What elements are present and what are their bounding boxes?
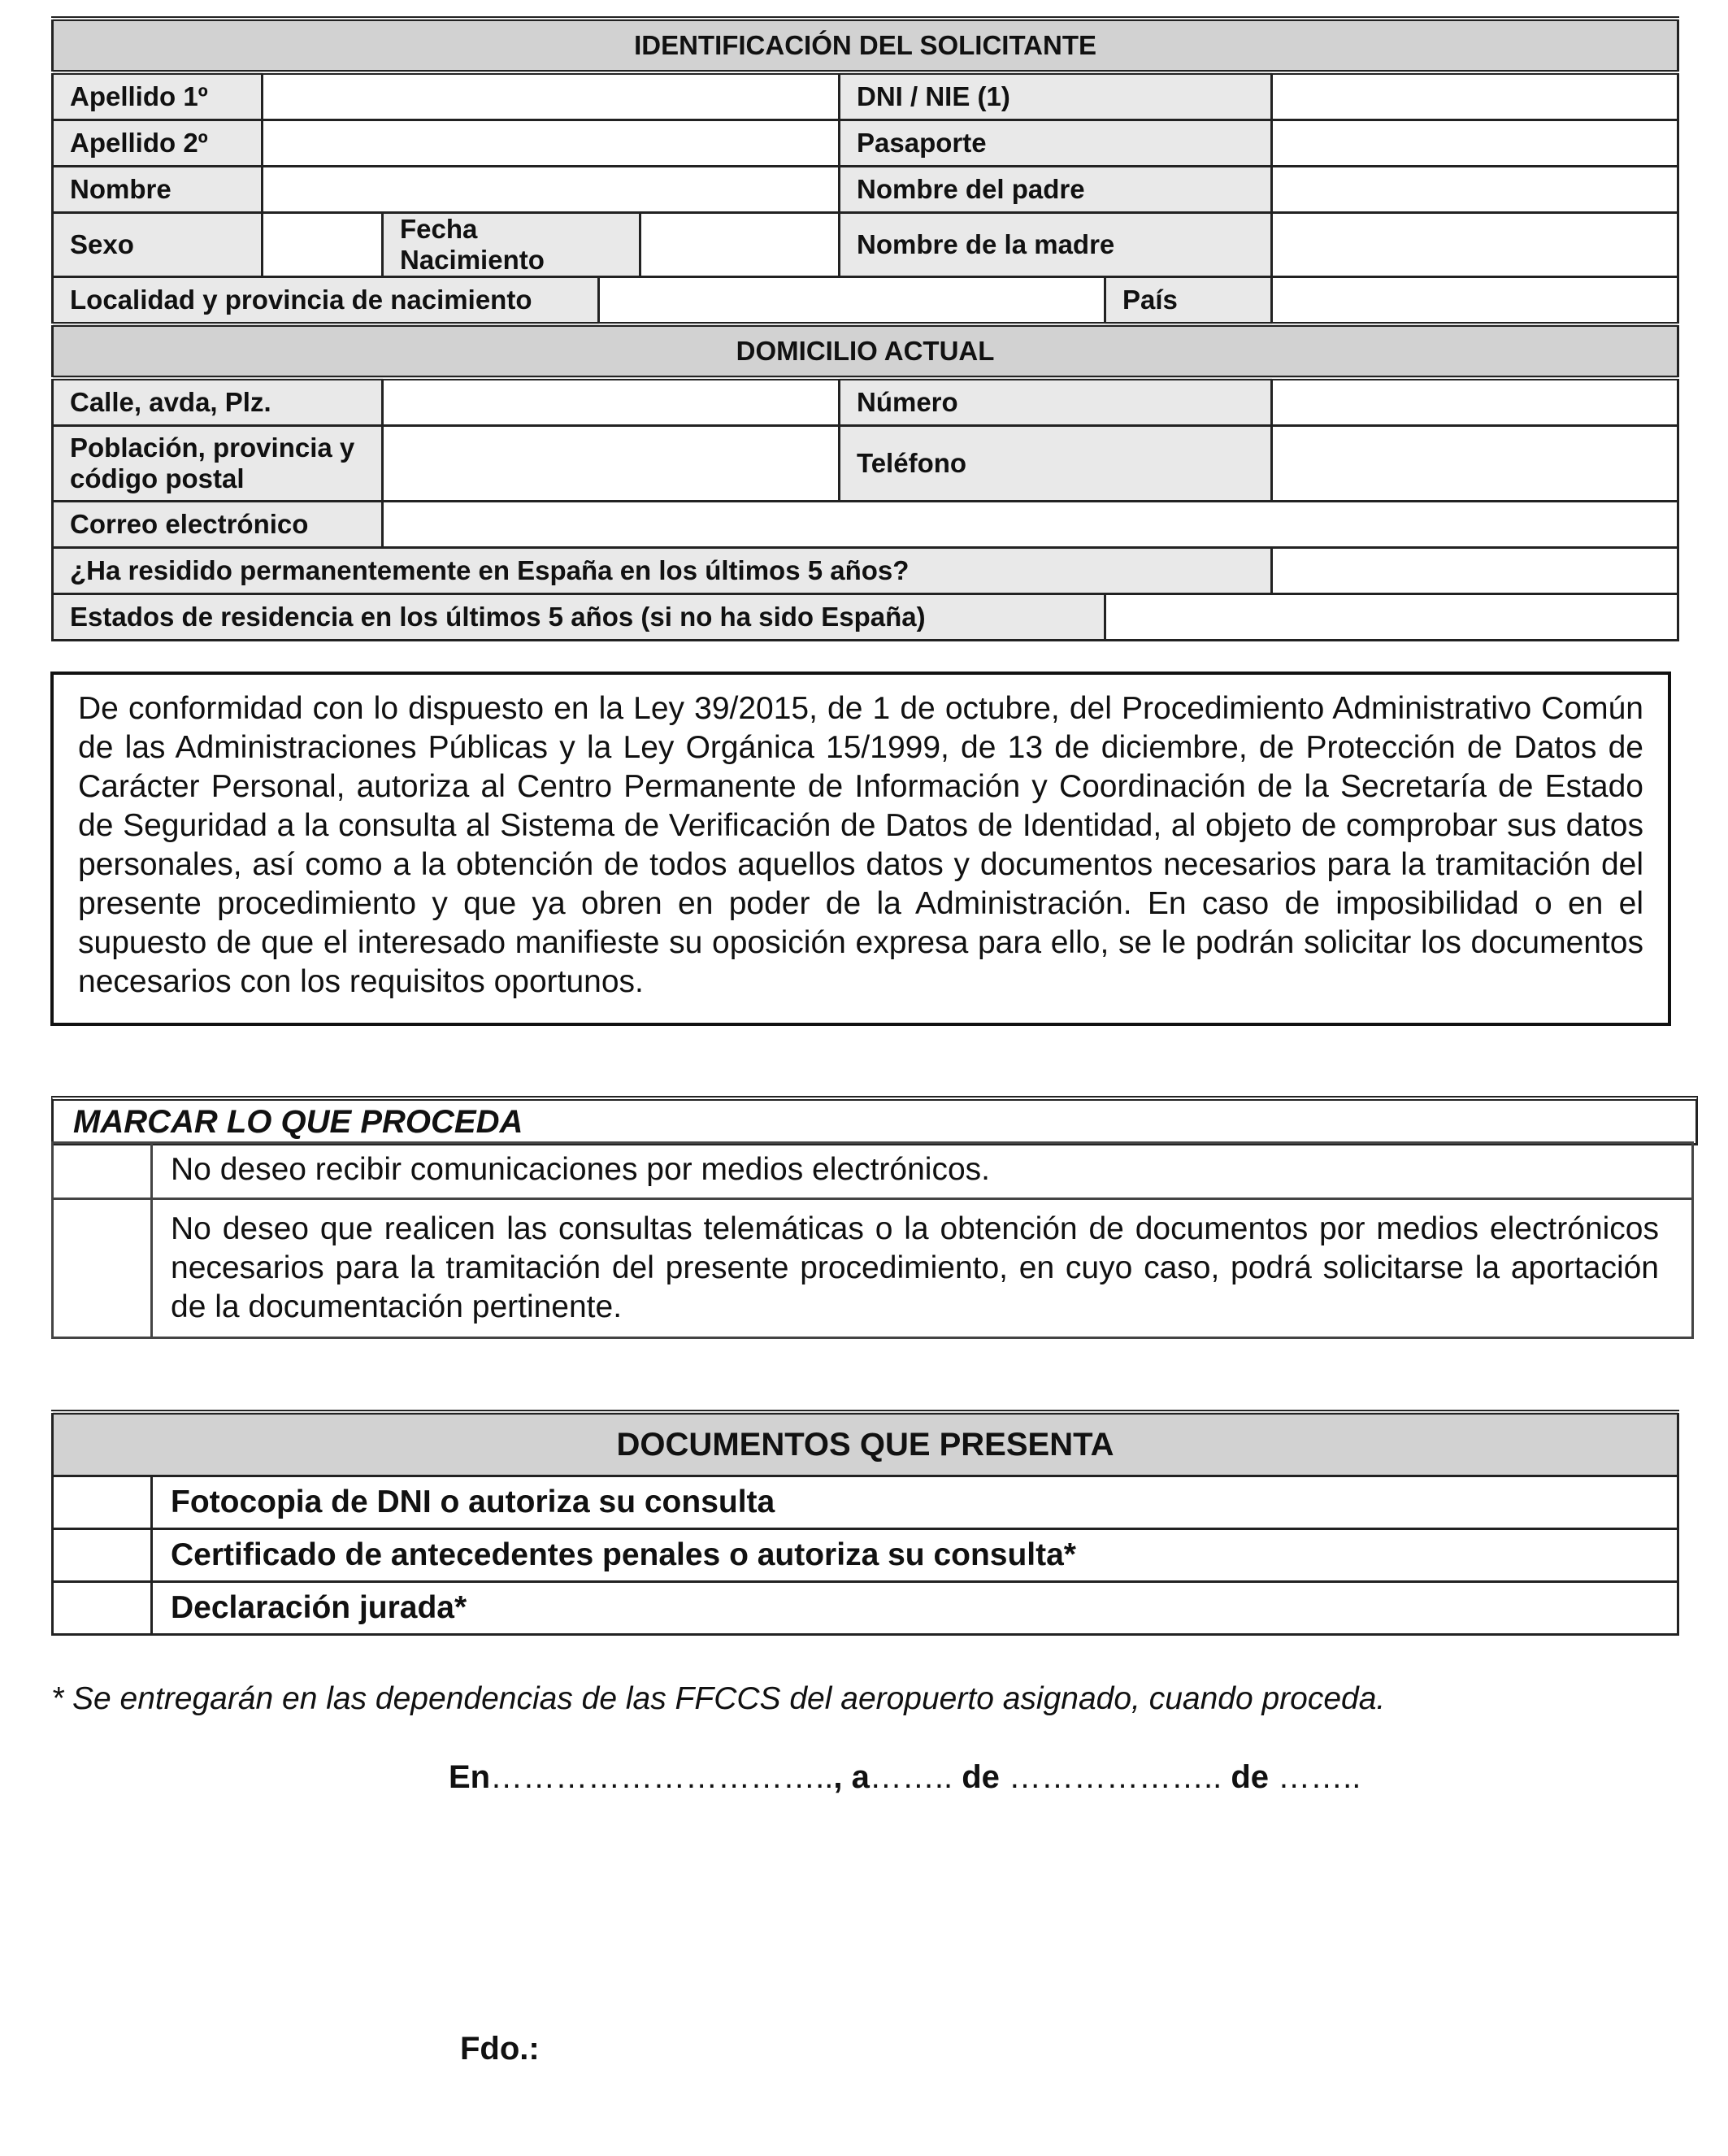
checkbox-doc-antecedentes[interactable] bbox=[53, 1529, 152, 1582]
label-poblacion bbox=[53, 426, 383, 502]
en-label: En bbox=[449, 1759, 491, 1795]
doc-declaracion: Declaración jurada* bbox=[152, 1582, 1678, 1635]
label-nombre: Nombre bbox=[53, 167, 263, 213]
place-blank[interactable]: ………………………….. bbox=[490, 1759, 834, 1795]
field-correo[interactable] bbox=[383, 502, 1678, 548]
label-poblacion-line2: código postal bbox=[70, 463, 245, 493]
footnote: * Se entregarán en las dependencias de las FFCCS del aeropuerto asignado, cuando proceda. bbox=[51, 1681, 1386, 1716]
label-apellido1: Apellido 1º bbox=[53, 72, 263, 120]
label-nombre-padre: Nombre del padre bbox=[840, 167, 1272, 213]
field-apellido2[interactable] bbox=[263, 120, 840, 167]
field-nombre-madre[interactable] bbox=[1272, 213, 1678, 277]
label-apellido2: Apellido 2º bbox=[53, 120, 263, 167]
field-fecha-nacimiento[interactable] bbox=[640, 213, 840, 277]
checkbox-doc-declaracion[interactable] bbox=[53, 1582, 152, 1635]
checkbox-doc-dni[interactable] bbox=[53, 1476, 152, 1529]
label-poblacion-line1: Población, provincia y bbox=[70, 433, 355, 463]
field-numero[interactable] bbox=[1272, 378, 1678, 426]
label-nombre-madre: Nombre de la madre bbox=[840, 213, 1272, 277]
field-nombre[interactable] bbox=[263, 167, 840, 213]
field-pais[interactable] bbox=[1272, 277, 1678, 325]
label-localidad: Localidad y provincia de nacimiento bbox=[53, 277, 599, 325]
label-sexo: Sexo bbox=[53, 213, 263, 277]
label-telefono: Teléfono bbox=[840, 426, 1272, 502]
section-header-marcar: MARCAR LO QUE PROCEDA bbox=[51, 1096, 1698, 1145]
field-residido[interactable] bbox=[1272, 548, 1678, 594]
marcar-table bbox=[51, 1141, 1694, 1339]
field-calle[interactable] bbox=[383, 378, 840, 426]
label-pasaporte: Pasaporte bbox=[840, 120, 1272, 167]
field-pasaporte[interactable] bbox=[1272, 120, 1678, 167]
consent-box: De conformidad con lo dispuesto en la Ley 39/2015, de 1 de octubre, del Procedimiento Administrativo Común de las Administraciones Públicas y la Ley Orgánica 15/1999, de 13 de diciembre, de Protección de Datos de Carácter Personal, autoriza al Centro Permanente de Información y Coordinación de la Secretaría de Estado de Seguridad a la consulta al Sistema de Verificación de Datos de Identidad, al objeto de comprobar sus datos personales, así como a la obtención de todos aquellos datos y documentos necesarios para la tramitación del presente procedimiento y que ya obren en poder de la Administración. En caso de imposibilidad o en el supuesto de que el interesado manifieste su oposición expresa para ello, se le podrán solicitar los documentos necesarios con los requisitos oportunos. bbox=[50, 672, 1671, 1026]
label-pais: País bbox=[1105, 277, 1272, 325]
de-label-2: de bbox=[1231, 1759, 1279, 1795]
field-poblacion[interactable] bbox=[383, 426, 840, 502]
section-header-documentos: DOCUMENTOS QUE PRESENTA bbox=[53, 1412, 1678, 1476]
label-numero: Número bbox=[840, 378, 1272, 426]
field-telefono[interactable] bbox=[1272, 426, 1678, 502]
day-blank[interactable]: …….. bbox=[869, 1759, 962, 1795]
field-localidad[interactable] bbox=[599, 277, 1105, 325]
signature-label: Fdo.: bbox=[460, 2031, 540, 2067]
field-nombre-padre[interactable] bbox=[1272, 167, 1678, 213]
field-sexo[interactable] bbox=[263, 213, 383, 277]
label-estados: Estados de residencia en los últimos 5 años (si no ha sido España) bbox=[53, 594, 1105, 641]
applicant-table bbox=[51, 16, 1679, 641]
checkbox-no-consultas[interactable] bbox=[53, 1199, 152, 1338]
a-label: , a bbox=[833, 1759, 870, 1795]
doc-antecedentes: Certificado de antecedentes penales o autoriza su consulta* bbox=[152, 1529, 1678, 1582]
month-blank[interactable]: ……………….. bbox=[1008, 1759, 1231, 1795]
label-correo: Correo electrónico bbox=[53, 502, 383, 548]
field-estados[interactable] bbox=[1105, 594, 1678, 641]
year-blank[interactable]: …….. bbox=[1278, 1759, 1361, 1795]
section-header-domicilio: DOMICILIO ACTUAL bbox=[53, 324, 1678, 378]
option-no-comunicaciones: No deseo recibir comunicaciones por medios electrónicos. bbox=[152, 1143, 1693, 1199]
field-apellido1[interactable] bbox=[263, 72, 840, 120]
label-calle: Calle, avda, Plz. bbox=[53, 378, 383, 426]
field-dni[interactable] bbox=[1272, 72, 1678, 120]
documentos-table bbox=[51, 1410, 1679, 1636]
checkbox-no-comunicaciones[interactable] bbox=[53, 1143, 152, 1199]
label-residido: ¿Ha residido permanentemente en España en los últimos 5 años? bbox=[53, 548, 1272, 594]
doc-dni: Fotocopia de DNI o autoriza su consulta bbox=[152, 1476, 1678, 1529]
label-fecha-nacimiento: Fecha Nacimiento bbox=[383, 213, 640, 277]
label-dni: DNI / NIE (1) bbox=[840, 72, 1272, 120]
section-header-identificacion: IDENTIFICACIÓN DEL SOLICITANTE bbox=[53, 19, 1678, 72]
de-label-1: de bbox=[962, 1759, 1009, 1795]
option-no-consultas: No deseo que realicen las consultas telemáticas o la obtención de documentos por medios electrónicos necesarios para la tramitación del presente procedimiento, en cuyo caso, podrá solicitarse la aportación de la documentación pertinente. bbox=[152, 1199, 1693, 1338]
place-date-line bbox=[449, 1759, 1361, 1796]
